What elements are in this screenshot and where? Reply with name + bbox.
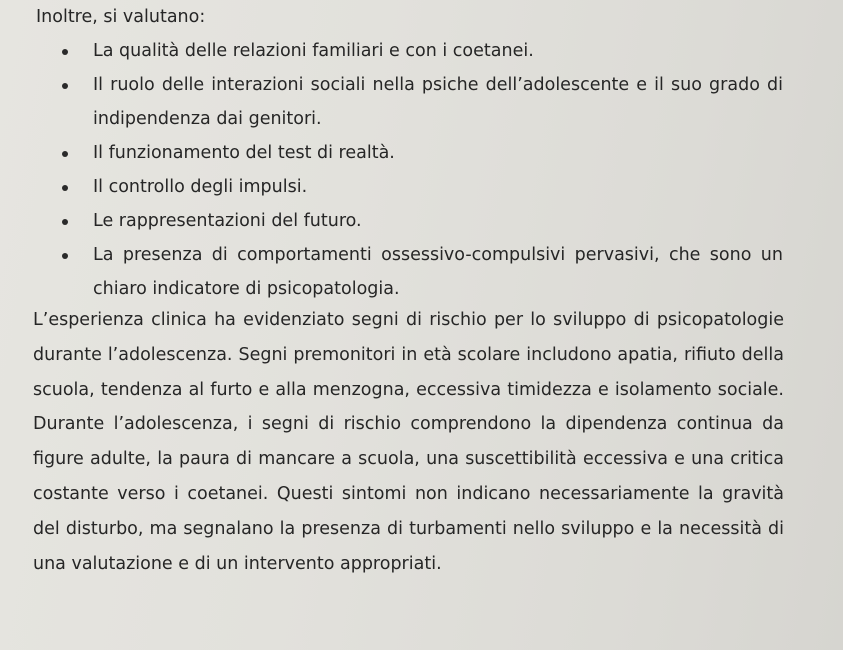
list-item: Il ruolo delle interazioni sociali nella psiche dell’adolescente e il suo grado di indipendenza dai genitori. xyxy=(0,68,783,136)
list-item: Il controllo degli impulsi. xyxy=(0,170,783,204)
body-paragraph: L’esperienza clinica ha evidenziato segni di rischio per lo sviluppo di psicopatologie durante l’adolescenza. Segni premonitori in età scolare includono apatia, rifiuto della scuola, tendenza al furto e alla menzogna, eccessiva timidezza e isolamento sociale. Durante l’adolescenza, i segni di rischio comprendono la dipendenza continua da figure adulte, la paura di mancare a scuola, una suscettibilità eccessiva e una critica costante verso i coetanei. Questi sintomi non indicano necessariamente la gravità del disturbo, ma segnalano la presenza di turbamenti nello sviluppo e la necessità di una valutazione e di un intervento appropriati. xyxy=(33,310,784,574)
section-heading: Inoltre, si valutano: xyxy=(36,7,206,27)
list-item: Le rappresentazioni del futuro. xyxy=(0,204,783,238)
list-item: Il funzionamento del test di realtà. xyxy=(0,136,783,170)
list-item: La qualità delle relazioni familiari e con i coetanei. xyxy=(0,34,783,68)
evaluation-criteria-list xyxy=(0,34,843,306)
list-item: La presenza di comportamenti ossessivo-compulsivi pervasivi, che sono un chiaro indicatore di psicopatologia. xyxy=(0,238,783,306)
